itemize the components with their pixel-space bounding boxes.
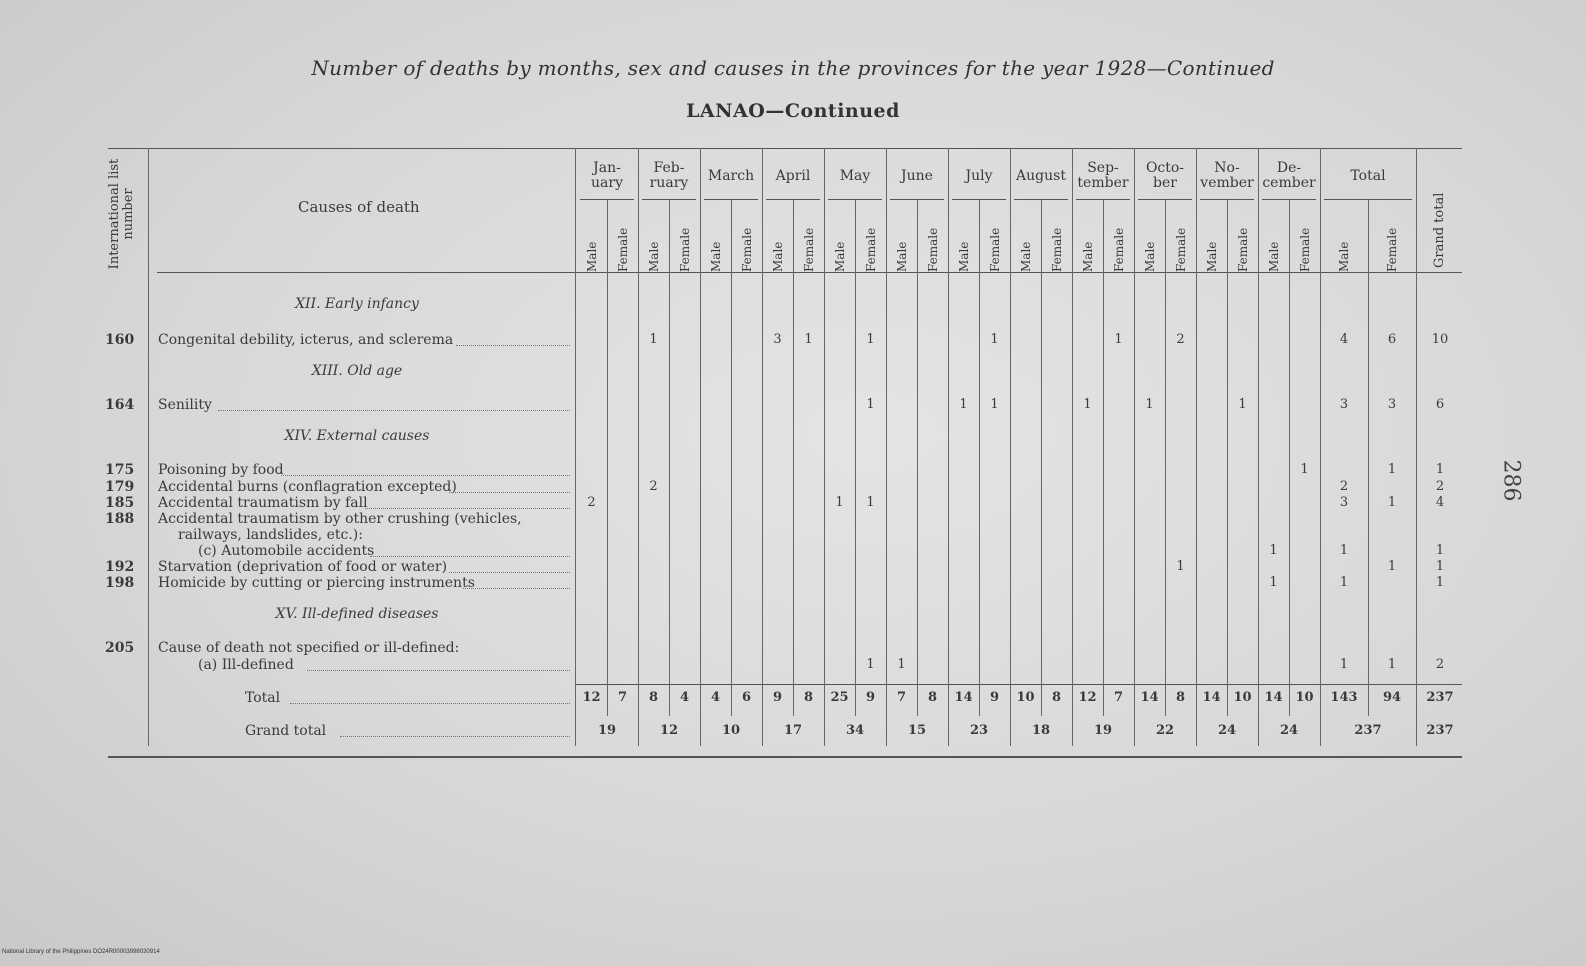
female-header: Female (739, 227, 754, 272)
total-cell: 6 (741, 690, 752, 705)
month-divider (638, 148, 639, 746)
female-header: Female (1111, 227, 1126, 272)
data-cell: 1 (804, 332, 813, 347)
total-cell: 10 (1016, 690, 1035, 705)
data-cell: 1 (1339, 575, 1349, 590)
female-header: Female (987, 227, 1002, 272)
cause-label: Accidental traumatism by fall (158, 495, 368, 511)
total-cell: 25 (830, 690, 849, 705)
month-divider (1258, 148, 1259, 746)
month-divider (700, 148, 701, 746)
male-header: Male (956, 241, 971, 272)
sex-divider (1165, 200, 1166, 716)
data-cell: 2 (649, 479, 658, 494)
leader-dots (281, 475, 570, 476)
data-cell: 3 (773, 332, 782, 347)
sex-divider (855, 200, 856, 716)
grand-total-cell: 19 (597, 723, 617, 738)
data-cell: 4 (1339, 332, 1349, 347)
sex-divider (917, 200, 918, 716)
data-cell: 1 (1387, 657, 1397, 672)
data-cell: 1 (1387, 559, 1397, 574)
leader-dots (449, 492, 570, 493)
data-cell: 1 (1300, 462, 1309, 477)
cause-label: Starvation (deprivation of food or water) (158, 559, 448, 575)
data-cell: 1 (1435, 559, 1445, 574)
male-header: Male (1266, 241, 1281, 272)
cause-label: Senility (158, 397, 212, 413)
month-header-12: Total (1350, 167, 1386, 184)
data-cell: 1 (1339, 657, 1349, 672)
cause-label: Poisoning by food (158, 462, 284, 478)
intl-code: 188 (105, 511, 135, 527)
intl-code: 179 (105, 479, 135, 495)
month-header-5: June (901, 167, 933, 184)
total-cell: 94 (1382, 690, 1402, 705)
total-cell: 10 (1233, 690, 1252, 705)
total-cell: 9 (772, 690, 783, 705)
month-divider (1320, 148, 1321, 746)
grand-total-cell: 17 (783, 723, 803, 738)
data-cell: 1 (1387, 495, 1397, 510)
sex-divider (669, 200, 670, 716)
male-header: Male (1018, 241, 1033, 272)
leader-dots (340, 736, 570, 737)
grand-total-cell: 19 (1093, 723, 1113, 738)
causes-header: Causes of death (298, 198, 420, 216)
total-cell: 4 (679, 690, 690, 705)
month-underline (1138, 199, 1192, 200)
grand-total-cell: 237 (1354, 723, 1382, 738)
leader-dots (290, 703, 570, 704)
data-cell: 1 (866, 657, 875, 672)
sex-divider (1103, 200, 1104, 716)
leader-dots (218, 410, 570, 411)
grand-total-divider (1416, 148, 1417, 746)
female-header: Female (1385, 227, 1399, 272)
leader-dots (370, 556, 570, 557)
month-header-6: July (965, 167, 993, 184)
data-cell: 3 (1339, 495, 1349, 510)
data-cell: 3 (1339, 397, 1349, 412)
cause-label: railways, landslides, etc.): (178, 527, 363, 543)
total-cell: 8 (1051, 690, 1062, 705)
total-cell: 143 (1330, 690, 1358, 705)
grand-total-cell: 24 (1279, 723, 1299, 738)
grand-total-cell: 18 (1031, 723, 1051, 738)
sex-divider (1368, 200, 1369, 716)
month-header-1: Feb- ruary (649, 160, 689, 191)
grand-total-cell: 23 (969, 723, 989, 738)
grand-total-cell: 24 (1217, 723, 1237, 738)
month-header-8: Sep- tember (1077, 160, 1129, 191)
data-cell: 1 (1176, 559, 1185, 574)
section-heading: XII. Early infancy (295, 296, 419, 312)
data-cell: 2 (1176, 332, 1185, 347)
month-underline (1262, 199, 1316, 200)
total-cell: 14 (1264, 690, 1283, 705)
data-cell: 1 (649, 332, 658, 347)
cause-label: Congenital debility, icterus, and sclerema (158, 332, 454, 348)
month-divider (824, 148, 825, 746)
data-cell: 1 (990, 332, 999, 347)
month-divider (1134, 148, 1135, 746)
header-bottom-rule (157, 272, 1462, 273)
data-cell: 1 (959, 397, 968, 412)
data-cell: 1 (1387, 462, 1397, 477)
total-cell: 10 (1295, 690, 1314, 705)
female-header: Female (1235, 227, 1250, 272)
data-cell: 2 (1435, 657, 1445, 672)
cause-column-divider (575, 148, 576, 746)
section-heading: XIII. Old age (311, 363, 403, 379)
data-cell: 4 (1435, 495, 1445, 510)
data-cell: 1 (835, 495, 844, 510)
female-header: Female (1049, 227, 1064, 272)
intl-code: 185 (105, 495, 135, 511)
month-underline (580, 199, 634, 200)
data-cell: 1 (866, 495, 875, 510)
intl-code: 164 (105, 397, 135, 413)
sex-divider (979, 200, 980, 716)
male-header: Male (894, 241, 909, 272)
page-number: 286 (1498, 459, 1524, 502)
month-underline (1014, 199, 1068, 200)
month-header-2: March (707, 167, 755, 184)
sex-divider (607, 200, 608, 716)
total-cell: 14 (1140, 690, 1159, 705)
month-underline (642, 199, 696, 200)
cause-label: Accidental burns (conflagration excepted) (158, 479, 457, 495)
intl-list-header: International list number (107, 158, 136, 270)
month-underline (704, 199, 758, 200)
grand-total-header: Grand total (1432, 192, 1447, 268)
total-cell: 4 (710, 690, 721, 705)
grand-total-cell: 22 (1155, 723, 1175, 738)
female-header: Female (925, 227, 940, 272)
month-underline (828, 199, 882, 200)
data-cell: 1 (1269, 575, 1278, 590)
grand-total-cell: 237 (1426, 723, 1454, 738)
data-cell: 1 (1339, 543, 1349, 558)
data-cell: 1 (1435, 543, 1445, 558)
total-cell: 8 (927, 690, 938, 705)
data-cell: 6 (1435, 397, 1445, 412)
data-cell: 1 (1145, 397, 1154, 412)
data-cell: 2 (1339, 479, 1349, 494)
total-cell: 7 (617, 690, 628, 705)
data-cell: 1 (1269, 543, 1278, 558)
grand-total-cell: 15 (907, 723, 927, 738)
data-cell: 1 (1435, 575, 1445, 590)
month-underline (766, 199, 820, 200)
sex-divider (793, 200, 794, 716)
total-cell: 14 (1202, 690, 1221, 705)
leader-dots (365, 508, 570, 509)
male-header: Male (1337, 241, 1351, 272)
total-cell: 14 (954, 690, 973, 705)
total-cell: 8 (648, 690, 659, 705)
male-header: Male (1080, 241, 1095, 272)
female-header: Female (677, 227, 692, 272)
month-underline (1324, 199, 1412, 200)
month-header-7: August (1016, 167, 1066, 184)
data-cell: 2 (587, 495, 596, 510)
leader-dots (307, 670, 570, 671)
leader-dots (456, 345, 570, 346)
month-divider (948, 148, 949, 746)
data-cell: 1 (1083, 397, 1092, 412)
table-bottom-rule (108, 756, 1462, 758)
month-header-9: Octo- ber (1145, 160, 1185, 191)
total-cell: 7 (896, 690, 907, 705)
total-cell: 9 (989, 690, 1000, 705)
intl-column-divider (148, 148, 149, 746)
intl-code: 175 (105, 462, 135, 478)
data-cell: 6 (1387, 332, 1397, 347)
data-cell: 1 (990, 397, 999, 412)
cause-label: (a) Ill-defined (198, 657, 294, 673)
sex-divider (1041, 200, 1042, 716)
data-cell: 1 (1114, 332, 1123, 347)
total-cell: 237 (1426, 690, 1454, 705)
footer-text: National Library of the Philippines DO24R00003998030914 (2, 949, 160, 955)
intl-code: 205 (105, 640, 135, 656)
month-underline (952, 199, 1006, 200)
total-cell: 8 (803, 690, 814, 705)
cause-label: Accidental traumatism by other crushing (vehicles, (158, 511, 522, 527)
total-label: Total (245, 690, 281, 706)
grand-total-cell: 34 (845, 723, 865, 738)
female-header: Female (801, 227, 816, 272)
sex-divider (731, 200, 732, 716)
month-divider (1072, 148, 1073, 746)
month-header-11: De- cember (1262, 160, 1316, 191)
month-header-3: April (775, 167, 811, 184)
data-cell: 1 (1238, 397, 1247, 412)
section-heading: XIV. External causes (284, 428, 430, 444)
male-header: Male (832, 241, 847, 272)
month-header-4: May (839, 167, 871, 184)
intl-code: 198 (105, 575, 135, 591)
female-header: Female (1297, 227, 1312, 272)
male-header: Male (770, 241, 785, 272)
total-cell: 12 (582, 690, 601, 705)
cause-label: Cause of death not specified or ill-defined: (158, 640, 460, 656)
data-cell: 2 (1435, 479, 1445, 494)
month-divider (1010, 148, 1011, 746)
grand-total-cell: 12 (659, 723, 679, 738)
male-header: Male (646, 241, 661, 272)
male-header: Male (1142, 241, 1157, 272)
total-cell: 9 (865, 690, 876, 705)
male-header: Male (584, 241, 599, 272)
male-header: Male (1204, 241, 1219, 272)
sex-divider (1227, 200, 1228, 716)
leader-dots (463, 588, 570, 589)
cause-label: (c) Automobile accidents (198, 543, 375, 559)
data-cell: 3 (1387, 397, 1397, 412)
data-cell: 1 (866, 397, 875, 412)
total-cell: 7 (1113, 690, 1124, 705)
total-cell: 12 (1078, 690, 1097, 705)
section-heading: XV. Ill-defined diseases (275, 606, 439, 622)
document-title: Number of deaths by months, sex and causes in the provinces for the year 1928—Continued (311, 56, 1275, 80)
month-header-10: No- vember (1200, 160, 1254, 191)
sex-divider (1289, 200, 1290, 716)
month-underline (1076, 199, 1130, 200)
data-cell: 1 (866, 332, 875, 347)
intl-code: 160 (105, 332, 135, 348)
leader-dots (449, 572, 570, 573)
total-rule (576, 684, 1462, 685)
month-divider (1196, 148, 1197, 746)
grand-total-cell: 10 (721, 723, 741, 738)
data-cell: 1 (1435, 462, 1445, 477)
month-header-0: Jan- uary (591, 160, 623, 191)
month-underline (890, 199, 944, 200)
document-subtitle: LANAO—Continued (686, 100, 900, 122)
female-header: Female (615, 227, 630, 272)
month-divider (762, 148, 763, 746)
intl-code: 192 (105, 559, 135, 575)
cause-label: Homicide by cutting or piercing instruments (158, 575, 475, 591)
data-cell: 1 (897, 657, 906, 672)
total-cell: 8 (1175, 690, 1186, 705)
male-header: Male (708, 241, 723, 272)
data-cell: 10 (1431, 332, 1449, 347)
month-underline (1200, 199, 1254, 200)
grand-total-label: Grand total (245, 723, 327, 739)
female-header: Female (1173, 227, 1188, 272)
female-header: Female (863, 227, 878, 272)
